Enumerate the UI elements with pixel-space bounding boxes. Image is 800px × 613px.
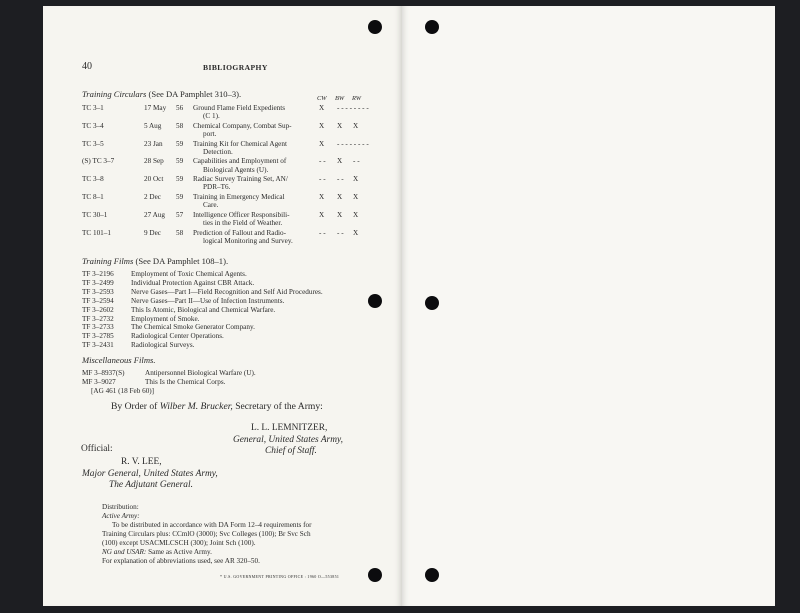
mf-id: MF 3–8937(S): [82, 369, 125, 377]
page-number: 40: [82, 61, 92, 72]
tf-id: TF 3–2732: [82, 314, 114, 323]
tc-year: 59: [176, 157, 184, 166]
tc-title-line2: (C 1).: [203, 112, 220, 121]
mf-id: MF 3–9027: [82, 377, 116, 386]
tf-id: TF 3–2733: [82, 323, 114, 332]
tc-rw: X: [353, 228, 359, 237]
tc-id: TC 3–4: [82, 121, 104, 130]
distribution-line-1: To be distributed in accordance with DA Form 12–4 requirements for: [112, 521, 312, 529]
tf-id: TF 3–2785: [82, 332, 114, 341]
tc-date: 20 Oct: [144, 175, 164, 184]
left-page: [43, 6, 402, 606]
tc-date: 23 Jan: [144, 139, 163, 148]
tc-id: TC 3–8: [82, 175, 104, 184]
tc-title-line2: Detection.: [203, 147, 233, 156]
tf-id: TF 3–2431: [82, 341, 114, 350]
tc-title-line1: Intelligence Officer Responsibili-: [193, 210, 290, 219]
tc-bw: X: [337, 157, 343, 166]
distribution-line-3: (100) except USACMLCSCH (300); Joint Sch (100).: [102, 539, 256, 547]
tc-rw: X: [353, 210, 359, 219]
signer1-title: General, United States Army,: [233, 435, 343, 445]
signer2-subtitle: The Adjutant General.: [109, 480, 193, 490]
tc-year: 56: [176, 104, 184, 112]
signer2-name: R. V. LEE,: [121, 457, 162, 467]
col-cw: CW: [317, 95, 327, 102]
signer2-title: Major General, United States Army,: [82, 469, 218, 479]
punch-hole: [425, 296, 439, 310]
tc-title-line2: PDR–T6.: [203, 183, 231, 192]
tf-title: Individual Protection Against CBR Attack.: [131, 278, 255, 287]
tc-id: TC 8–1: [82, 193, 104, 201]
tc-rw: X: [353, 121, 359, 130]
tc-bw: X: [337, 193, 343, 201]
col-rw: RW: [352, 95, 362, 102]
tc-title-line1: Training in Emergency Medical: [193, 193, 285, 201]
tc-title-line1: Training Kit for Chemical Agent: [193, 139, 287, 148]
tc-date: 27 Aug: [144, 210, 165, 219]
tc-cw: X: [319, 210, 325, 219]
tc-id: TC 30–1: [82, 210, 108, 219]
tc-title-line2: port.: [203, 130, 217, 138]
tc-year: 59: [176, 175, 184, 184]
distribution-active: Active Army:: [102, 512, 140, 520]
tf-title: Employment of Toxic Chemical Agents.: [131, 270, 247, 278]
tc-cw: X: [319, 193, 325, 201]
tc-id: TC 101–1: [82, 228, 111, 237]
tc-date: 28 Sep: [144, 157, 164, 166]
mf-title: Antipersonnel Biological Warfare (U).: [145, 369, 256, 377]
tc-cw: - -: [319, 157, 326, 166]
tf-id: TF 3–2594: [82, 296, 114, 305]
tf-id: TF 3–2196: [82, 270, 114, 278]
tc-cw: X: [319, 104, 325, 112]
tc-title-line1: Radiac Survey Training Set, AN/: [193, 175, 288, 184]
tc-year: 59: [176, 193, 184, 201]
tf-id: TF 3–2499: [82, 278, 114, 287]
col-bw: BW: [335, 95, 345, 102]
tc-cw: X: [319, 121, 325, 130]
tc-rw: X: [353, 175, 359, 184]
tc-year: 58: [176, 228, 184, 237]
tf-title: The Chemical Smoke Generator Company.: [131, 323, 255, 332]
tc-title-line1: Ground Flame Field Expedients: [193, 104, 286, 112]
tc-rw: X: [353, 193, 359, 201]
ag-reference: [AG 461 (18 Feb 60)]: [91, 387, 155, 395]
tf-title: This Is Atomic, Biological and Chemical Warfare.: [131, 305, 276, 314]
tc-bw: - -: [337, 228, 344, 237]
mf-title: This Is the Chemical Corps.: [145, 377, 226, 386]
tc-bw: X: [337, 121, 343, 130]
punch-hole: [425, 568, 439, 582]
tc-bw: X: [337, 210, 343, 219]
tf-id: TF 3–2602: [82, 305, 114, 314]
signer1-subtitle: Chief of Staff.: [265, 446, 317, 456]
training-films-heading: Training Films (See DA Pamphlet 108–1).: [82, 256, 229, 266]
punch-hole: [425, 20, 439, 34]
signer1-name: L. L. LEMNITZER,: [251, 423, 328, 433]
tc-date: 9 Dec: [144, 228, 161, 237]
tc-id: TC 3–1: [82, 104, 104, 112]
misc-films-heading: Miscellaneous Films.: [82, 355, 156, 365]
tc-title-line2: logical Monitoring and Survey.: [203, 236, 293, 245]
tf-id: TF 3–2593: [82, 287, 114, 296]
tc-bw: - - - - - - - -: [337, 139, 369, 148]
tc-bw: - - - - - - - -: [337, 104, 369, 112]
distribution-label: Distribution:: [102, 503, 139, 511]
tc-date: 5 Aug: [144, 121, 162, 130]
tc-date: 17 May: [144, 104, 167, 112]
tf-title: Radiological Center Operations.: [131, 332, 224, 341]
tf-title: Employment of Smoke.: [131, 314, 200, 323]
tc-title-line1: Capabilities and Employment of: [193, 157, 287, 166]
tc-rw: - -: [353, 157, 360, 166]
tc-title-line2: Care.: [203, 201, 219, 210]
tf-title: Nerve Gases—Part I—Field Recognition and Self Aid Procedures.: [131, 287, 323, 296]
official-label: Official:: [81, 444, 113, 454]
tf-title: Radiological Surveys.: [131, 341, 195, 350]
order-line: By Order of Wilber M. Brucker, Secretary of the Army:: [111, 401, 323, 412]
distribution-ng: NG and USAR: Same as Active Army.: [102, 548, 212, 556]
tc-year: 57: [176, 210, 184, 219]
printer-imprint: * U.S. GOVERNMENT PRINTING OFFICE : 1960 O—553851: [220, 574, 340, 579]
punch-hole: [368, 20, 382, 34]
tc-cw: - -: [319, 175, 326, 184]
distribution-line-2: Training Circulars plus: CCmlO (3000); Svc Colleges (100); Br Svc Sch: [102, 530, 311, 538]
tc-title-line1: Prediction of Fallout and Radio-: [193, 228, 287, 237]
training-circulars-heading: Training Circulars (See DA Pamphlet 310–3).: [82, 89, 242, 99]
tc-id: TC 3–5: [82, 139, 104, 148]
tc-year: 59: [176, 139, 184, 148]
punch-hole: [368, 568, 382, 582]
tc-cw: X: [319, 139, 325, 148]
tc-date: 2 Dec: [144, 193, 161, 201]
tc-title-line1: Chemical Company, Combat Sup-: [193, 121, 292, 130]
punch-hole: [368, 294, 382, 308]
tc-id: (S) TC 3–7: [82, 157, 115, 166]
tc-cw: - -: [319, 228, 326, 237]
right-page-blank: [402, 6, 775, 606]
tc-title-line2: Biological Agents (U).: [203, 165, 269, 174]
tc-year: 58: [176, 121, 184, 130]
tc-title-line2: ties in the Field of Weather.: [203, 219, 283, 227]
tc-bw: - -: [337, 175, 344, 184]
running-header: BIBLIOGRAPHY: [203, 63, 268, 72]
distribution-abbrev: For explanation of abbreviations used, see AR 320–50.: [102, 557, 260, 565]
tf-title: Nerve Gases—Part II—Use of Infection Instruments.: [131, 296, 285, 305]
